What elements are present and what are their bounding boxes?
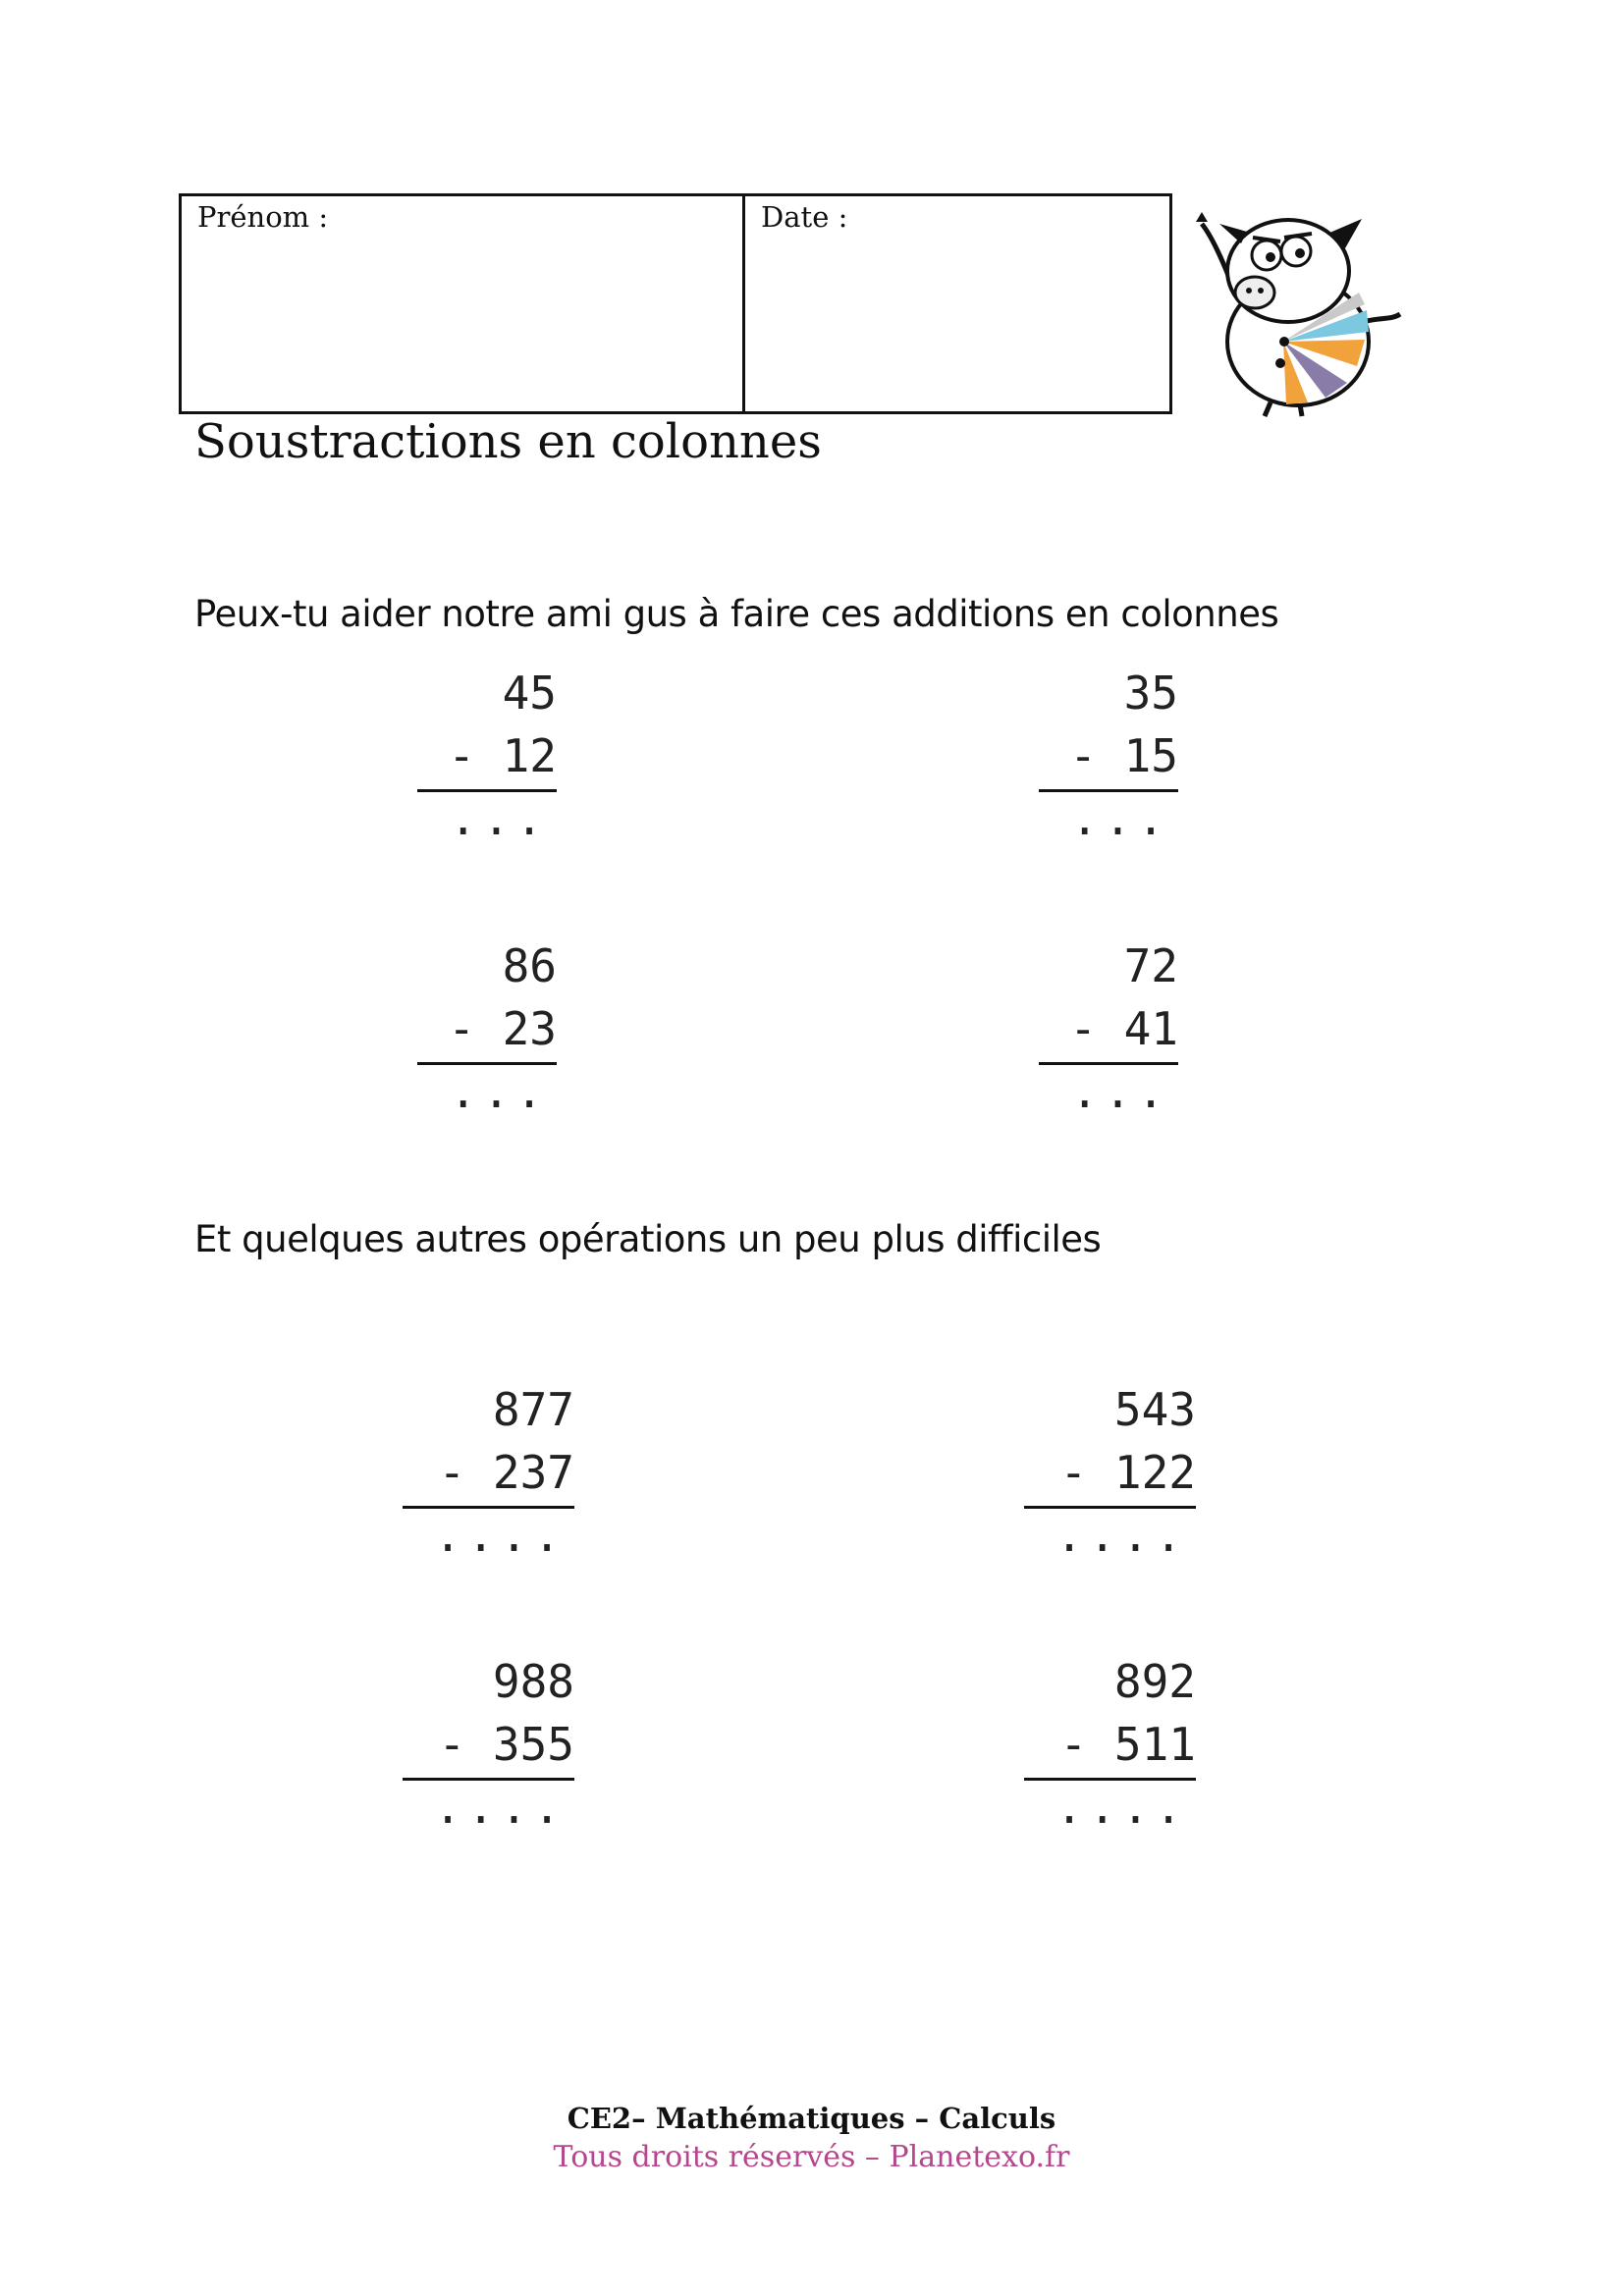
subtrahend: - 41	[1069, 1002, 1178, 1055]
result-placeholder[interactable]: ...	[449, 1065, 549, 1118]
subtrahend: - 511	[1059, 1718, 1196, 1771]
minuend: 35	[1123, 667, 1178, 720]
first-name-label: Prénom :	[197, 200, 329, 234]
result-placeholder[interactable]: ...	[1070, 1065, 1170, 1118]
operation-7	[403, 1655, 574, 1845]
subtrahend: - 15	[1069, 729, 1178, 782]
page-title: Soustractions en colonnes	[194, 414, 822, 469]
subtrahend: - 237	[438, 1446, 574, 1499]
first-name-field[interactable]	[182, 196, 745, 411]
result-placeholder[interactable]: ....	[1055, 1509, 1188, 1562]
footer-subject: CE2– Mathématiques – Calculs	[567, 2102, 1056, 2135]
minuend: 86	[502, 939, 557, 992]
subtrahend: - 12	[448, 729, 557, 782]
operation-8	[1024, 1655, 1196, 1845]
subtrahend: - 122	[1059, 1446, 1196, 1499]
minuend: 543	[1113, 1383, 1196, 1436]
subtrahend: - 23	[448, 1002, 557, 1055]
result-placeholder[interactable]: ....	[434, 1509, 567, 1562]
operation-4	[1039, 939, 1178, 1130]
result-placeholder[interactable]: ....	[434, 1781, 567, 1834]
minuend: 877	[492, 1383, 574, 1436]
mascot-gus-icon	[1190, 194, 1418, 418]
minuend: 45	[502, 667, 557, 720]
result-placeholder[interactable]: ...	[1070, 792, 1170, 845]
result-placeholder[interactable]: ....	[1055, 1781, 1188, 1834]
instruction-first: Peux-tu aider notre ami gus à faire ces additions en colonnes	[194, 593, 1279, 635]
operation-6	[1024, 1383, 1196, 1574]
subtrahend: - 355	[438, 1718, 574, 1771]
operation-2	[1039, 667, 1178, 857]
operation-5	[403, 1383, 574, 1574]
date-field[interactable]	[745, 196, 1169, 411]
name-date-box	[179, 193, 1172, 414]
result-placeholder[interactable]: ...	[449, 792, 549, 845]
instruction-second: Et quelques autres opérations un peu plus difficiles	[194, 1218, 1102, 1260]
minuend: 892	[1113, 1655, 1196, 1708]
footer-rights[interactable]: Tous droits réservés – Planetexo.fr	[553, 2140, 1070, 2174]
minuend: 988	[492, 1655, 574, 1708]
minuend: 72	[1123, 939, 1178, 992]
operation-1	[417, 667, 557, 857]
date-label: Date :	[761, 200, 848, 234]
operation-3	[417, 939, 557, 1130]
